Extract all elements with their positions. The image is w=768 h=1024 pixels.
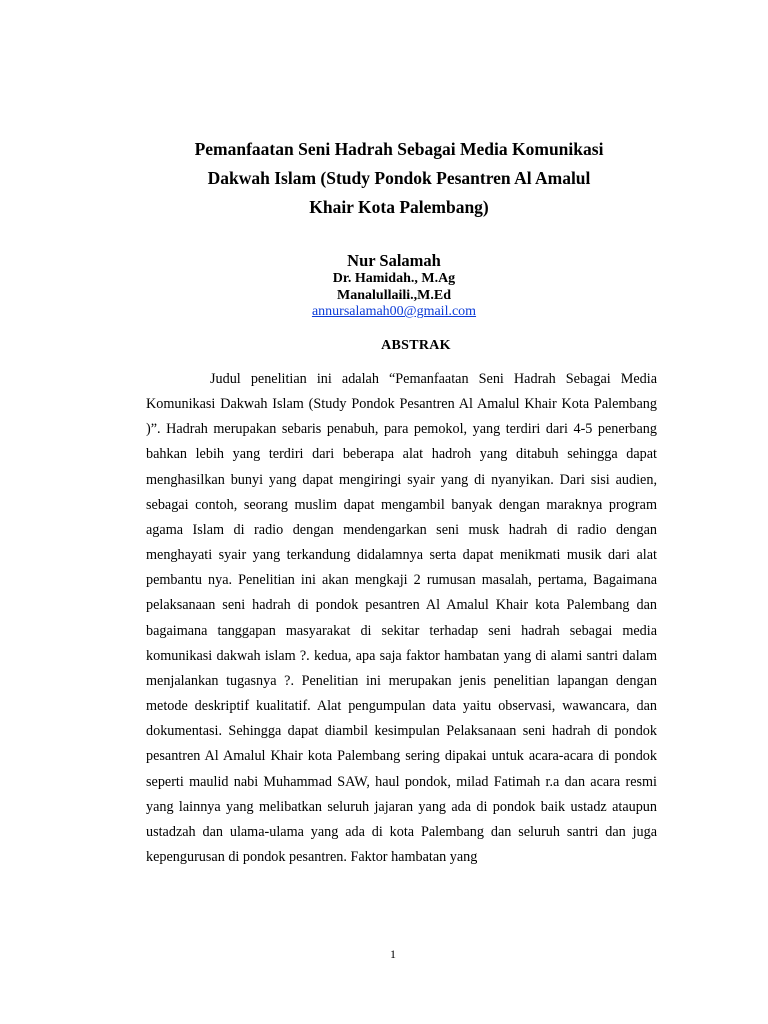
email-link[interactable]: annursalamah00@gmail.com [311,304,477,319]
abstract-heading: ABSTRAK [381,338,451,353]
title-line-3: Khair Kota Palembang) [309,197,489,217]
abstract-paragraph: Judul penelitian ini adalah “Pemanfaatan Seni Hadrah Sebagai Media Komunikasi Dakwah Islam (Study Pondok Pesantren Al Amalul Khair Kota Palembang )”. Hadrah merupakan sebaris penabuh, para pemokol, yang terdiri dari 4-5 penerbang bahkan lebih yang terdiri dari beberapa alat hadroh yang ditabuh sehingga dapat menghasilkan bunyi yang dapat mengiringi syair yang di nyanyikan. Dari sisi audien, sebagai contoh, seorang muslim dapat mengambil banyak dengan maraknya program agama Islam di radio dengan mendengarkan seni musk hadrah di radio dengan menghayati syair yang terkandung didalamnya serta dapat menikmati musik dari alat pembantu nya. Penelitian ini akan mengkaji 2 rumusan masalah, pertama, Bagaimana pelaksanaan seni hadrah di pondok pesantren Al Amalul Khair kota Palembang dan bagaimana tanggapan masyarakat di sekitar terhadap seni hadrah sebagai media komunikasi dakwah islam ?. kedua, apa saja faktor hambatan yang di alami santri dalam menjalankan tugasnya ?. Penelitian ini merupakan jenis penelitian lapangan dengan metode deskriptif kualitatif. Alat pengumpulan data yaitu observasi, wawancara, dan dokumentasi. Sehingga dapat diambil kesimpulan Pelaksanaan seni hadrah di pondok pesantren Al Amalul Khair kota Palembang sering dipakai untuk acara-acara di pondok seperti maulid nabi Muhammad SAW, haul pondok, milad Fatimah r.a dan acara resmi yang lainnya yang melibatkan seluruh jajaran yang ada di pondok baik ustadz ataupun ustadzah dan ulama-ulama yang ada di kota Palembang dan seluruh santri dan juga kepengurusan di pondok pesantren. Faktor hambatan yang [146,371,657,865]
title-line-1: Pemanfaatan Seni Hadrah Sebagai Media Komunikasi [194,139,604,159]
supervisor-1: Dr. Hamidah., M.Ag [332,271,456,286]
author-email [0,304,768,320]
author-name: Nur Salamah [347,251,441,270]
supervisor-2: Manalullaili.,M.Ed [337,288,451,303]
title-line-2: Dakwah Islam (Study Pondok Pesantren Al Amalul [207,168,591,188]
page-number: 1 [390,947,396,961]
paper-title [0,135,768,222]
